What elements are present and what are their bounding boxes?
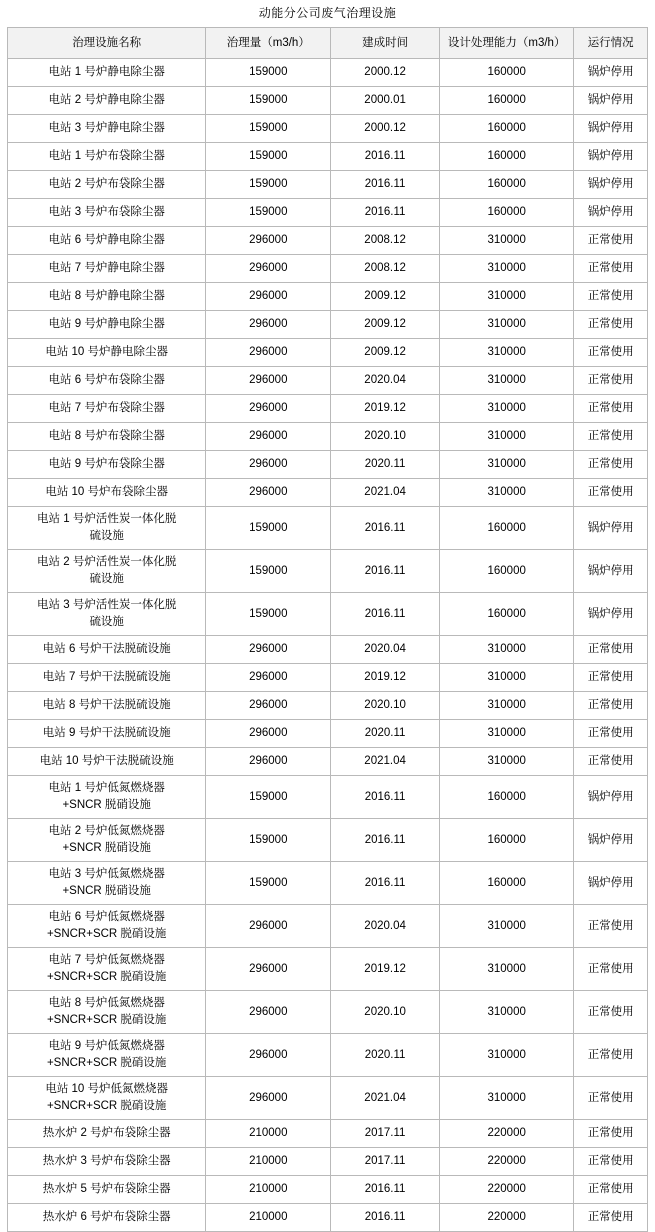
cell-treatment-amount: 210000 [206,1176,331,1204]
cell-facility-name: 电站 2 号炉活性炭一体化脱 硫设施 [8,550,206,593]
cell-operation-status: 正常使用 [574,311,648,339]
cell-treatment-amount: 296000 [206,720,331,748]
table-row [8,423,648,451]
table-row [8,479,648,507]
cell-facility-name: 电站 7 号炉静电除尘器 [8,255,206,283]
table-row [8,451,648,479]
table-row [8,59,648,87]
table-row [8,115,648,143]
table-body [8,59,648,1232]
cell-facility-name: 电站 6 号炉静电除尘器 [8,227,206,255]
cell-facility-name: 热水炉 2 号炉布袋除尘器 [8,1120,206,1148]
cell-completion-date: 2009.12 [331,339,440,367]
table-row [8,776,648,819]
cell-completion-date: 2008.12 [331,227,440,255]
table-row [8,862,648,905]
cell-treatment-amount: 159000 [206,59,331,87]
page-title: 动能分公司废气治理设施 [258,6,397,20]
cell-operation-status: 正常使用 [574,1204,648,1232]
cell-design-capacity: 310000 [439,423,573,451]
cell-completion-date: 2019.12 [331,948,440,991]
table-row [8,395,648,423]
cell-design-capacity: 310000 [439,367,573,395]
cell-design-capacity: 160000 [439,87,573,115]
cell-design-capacity: 220000 [439,1204,573,1232]
cell-facility-name: 电站 1 号炉活性炭一体化脱 硫设施 [8,507,206,550]
table-row [8,339,648,367]
cell-operation-status: 正常使用 [574,905,648,948]
cell-operation-status: 正常使用 [574,255,648,283]
cell-treatment-amount: 296000 [206,367,331,395]
cell-design-capacity: 310000 [439,991,573,1034]
cell-facility-name: 电站 1 号炉布袋除尘器 [8,143,206,171]
cell-design-capacity: 160000 [439,593,573,636]
table-row [8,255,648,283]
cell-completion-date: 2000.01 [331,87,440,115]
cell-design-capacity: 310000 [439,720,573,748]
cell-treatment-amount: 296000 [206,311,331,339]
waste-gas-treatment-facilities-table [7,27,648,1232]
table-row [8,636,648,664]
cell-design-capacity: 310000 [439,479,573,507]
cell-facility-name: 电站 10 号炉低氮燃烧器 +SNCR+SCR 脱硝设施 [8,1077,206,1120]
cell-operation-status: 锅炉停用 [574,550,648,593]
column-header-facility-name: 治理设施名称 [8,28,206,59]
cell-facility-name: 电站 9 号炉干法脱硫设施 [8,720,206,748]
cell-design-capacity: 160000 [439,171,573,199]
cell-facility-name: 电站 8 号炉低氮燃烧器 +SNCR+SCR 脱硝设施 [8,991,206,1034]
cell-design-capacity: 310000 [439,748,573,776]
cell-treatment-amount: 296000 [206,748,331,776]
cell-completion-date: 2016.11 [331,507,440,550]
cell-completion-date: 2020.04 [331,905,440,948]
table-row [8,692,648,720]
cell-operation-status: 锅炉停用 [574,59,648,87]
cell-design-capacity: 220000 [439,1120,573,1148]
cell-completion-date: 2021.04 [331,748,440,776]
cell-operation-status: 锅炉停用 [574,776,648,819]
table-header-row [8,28,648,59]
table-row [8,171,648,199]
cell-design-capacity: 310000 [439,395,573,423]
cell-facility-name: 电站 3 号炉低氮燃烧器 +SNCR 脱硝设施 [8,862,206,905]
cell-completion-date: 2016.11 [331,776,440,819]
cell-facility-name: 电站 6 号炉干法脱硫设施 [8,636,206,664]
table-header [8,28,648,59]
cell-completion-date: 2009.12 [331,311,440,339]
cell-completion-date: 2016.11 [331,550,440,593]
cell-treatment-amount: 210000 [206,1120,331,1148]
column-header-treatment-amount: 治理量（m3/h） [206,28,331,59]
cell-completion-date: 2000.12 [331,59,440,87]
table-row [8,199,648,227]
column-header-completion-date: 建成时间 [331,28,440,59]
cell-design-capacity: 310000 [439,311,573,339]
cell-treatment-amount: 159000 [206,115,331,143]
cell-operation-status: 锅炉停用 [574,862,648,905]
table-row [8,593,648,636]
cell-operation-status: 正常使用 [574,283,648,311]
cell-completion-date: 2019.12 [331,664,440,692]
cell-completion-date: 2016.11 [331,199,440,227]
cell-facility-name: 热水炉 6 号炉布袋除尘器 [8,1204,206,1232]
cell-treatment-amount: 296000 [206,1077,331,1120]
cell-facility-name: 电站 6 号炉布袋除尘器 [8,367,206,395]
cell-design-capacity: 160000 [439,507,573,550]
cell-design-capacity: 160000 [439,862,573,905]
cell-treatment-amount: 296000 [206,283,331,311]
cell-completion-date: 2020.11 [331,720,440,748]
table-row [8,1120,648,1148]
cell-design-capacity: 310000 [439,692,573,720]
cell-treatment-amount: 296000 [206,664,331,692]
cell-operation-status: 正常使用 [574,423,648,451]
cell-treatment-amount: 296000 [206,692,331,720]
cell-treatment-amount: 296000 [206,451,331,479]
table-row [8,227,648,255]
cell-treatment-amount: 296000 [206,227,331,255]
cell-facility-name: 电站 7 号炉布袋除尘器 [8,395,206,423]
cell-completion-date: 2016.11 [331,862,440,905]
cell-treatment-amount: 296000 [206,636,331,664]
cell-operation-status: 正常使用 [574,339,648,367]
cell-design-capacity: 160000 [439,143,573,171]
cell-treatment-amount: 159000 [206,143,331,171]
cell-treatment-amount: 296000 [206,339,331,367]
table-row [8,664,648,692]
cell-treatment-amount: 296000 [206,948,331,991]
cell-operation-status: 正常使用 [574,451,648,479]
cell-treatment-amount: 210000 [206,1148,331,1176]
cell-operation-status: 锅炉停用 [574,507,648,550]
table-row [8,1176,648,1204]
cell-completion-date: 2008.12 [331,255,440,283]
cell-treatment-amount: 210000 [206,1204,331,1232]
cell-completion-date: 2016.11 [331,819,440,862]
cell-completion-date: 2020.11 [331,1034,440,1077]
cell-treatment-amount: 159000 [206,862,331,905]
cell-operation-status: 正常使用 [574,948,648,991]
cell-completion-date: 2016.11 [331,1204,440,1232]
cell-facility-name: 电站 8 号炉干法脱硫设施 [8,692,206,720]
table-row [8,507,648,550]
cell-facility-name: 电站 9 号炉静电除尘器 [8,311,206,339]
cell-operation-status: 锅炉停用 [574,143,648,171]
cell-treatment-amount: 296000 [206,479,331,507]
cell-facility-name: 电站 3 号炉布袋除尘器 [8,199,206,227]
cell-design-capacity: 310000 [439,1077,573,1120]
table-row [8,948,648,991]
cell-facility-name: 电站 7 号炉低氮燃烧器 +SNCR+SCR 脱硝设施 [8,948,206,991]
cell-design-capacity: 160000 [439,819,573,862]
cell-facility-name: 电站 6 号炉低氮燃烧器 +SNCR+SCR 脱硝设施 [8,905,206,948]
table-row [8,1148,648,1176]
cell-facility-name: 电站 2 号炉静电除尘器 [8,87,206,115]
cell-operation-status: 正常使用 [574,720,648,748]
cell-design-capacity: 160000 [439,59,573,87]
cell-facility-name: 电站 1 号炉低氮燃烧器 +SNCR 脱硝设施 [8,776,206,819]
cell-completion-date: 2019.12 [331,395,440,423]
table-row [8,1204,648,1232]
cell-design-capacity: 220000 [439,1148,573,1176]
cell-treatment-amount: 159000 [206,550,331,593]
cell-facility-name: 热水炉 3 号炉布袋除尘器 [8,1148,206,1176]
cell-completion-date: 2021.04 [331,1077,440,1120]
cell-treatment-amount: 296000 [206,395,331,423]
cell-operation-status: 正常使用 [574,748,648,776]
table-row [8,143,648,171]
cell-design-capacity: 310000 [439,339,573,367]
cell-facility-name: 电站 10 号炉干法脱硫设施 [8,748,206,776]
cell-design-capacity: 310000 [439,283,573,311]
cell-facility-name: 电站 2 号炉低氮燃烧器 +SNCR 脱硝设施 [8,819,206,862]
cell-operation-status: 正常使用 [574,1148,648,1176]
cell-operation-status: 正常使用 [574,227,648,255]
cell-operation-status: 正常使用 [574,1034,648,1077]
cell-design-capacity: 310000 [439,451,573,479]
cell-treatment-amount: 296000 [206,255,331,283]
cell-completion-date: 2020.10 [331,423,440,451]
cell-operation-status: 正常使用 [574,395,648,423]
cell-design-capacity: 310000 [439,255,573,283]
cell-operation-status: 正常使用 [574,1077,648,1120]
cell-design-capacity: 160000 [439,776,573,819]
column-header-operation-status: 运行情况 [574,28,648,59]
cell-facility-name: 电站 1 号炉静电除尘器 [8,59,206,87]
cell-completion-date: 2020.11 [331,451,440,479]
cell-facility-name: 电站 2 号炉布袋除尘器 [8,171,206,199]
cell-treatment-amount: 296000 [206,991,331,1034]
cell-design-capacity: 310000 [439,227,573,255]
cell-completion-date: 2009.12 [331,283,440,311]
cell-completion-date: 2016.11 [331,593,440,636]
cell-treatment-amount: 159000 [206,507,331,550]
cell-design-capacity: 160000 [439,115,573,143]
cell-completion-date: 2017.11 [331,1120,440,1148]
cell-facility-name: 电站 7 号炉干法脱硫设施 [8,664,206,692]
cell-treatment-amount: 296000 [206,905,331,948]
cell-operation-status: 正常使用 [574,1120,648,1148]
cell-design-capacity: 220000 [439,1176,573,1204]
table-row [8,283,648,311]
cell-facility-name: 电站 3 号炉活性炭一体化脱 硫设施 [8,593,206,636]
cell-operation-status: 正常使用 [574,367,648,395]
cell-operation-status: 锅炉停用 [574,115,648,143]
cell-operation-status: 正常使用 [574,1176,648,1204]
table-row [8,720,648,748]
table-row [8,311,648,339]
table-row [8,367,648,395]
cell-operation-status: 锅炉停用 [574,199,648,227]
table-row [8,905,648,948]
cell-completion-date: 2020.04 [331,367,440,395]
table-row [8,1034,648,1077]
table-row [8,87,648,115]
cell-operation-status: 正常使用 [574,991,648,1034]
cell-completion-date: 2021.04 [331,479,440,507]
cell-operation-status: 正常使用 [574,664,648,692]
cell-facility-name: 电站 9 号炉低氮燃烧器 +SNCR+SCR 脱硝设施 [8,1034,206,1077]
table-row [8,991,648,1034]
cell-treatment-amount: 159000 [206,87,331,115]
cell-completion-date: 2000.12 [331,115,440,143]
cell-facility-name: 电站 9 号炉布袋除尘器 [8,451,206,479]
cell-completion-date: 2020.04 [331,636,440,664]
column-header-design-capacity: 设计处理能力（m3/h） [439,28,573,59]
cell-operation-status: 锅炉停用 [574,819,648,862]
cell-treatment-amount: 296000 [206,1034,331,1077]
cell-facility-name: 电站 3 号炉静电除尘器 [8,115,206,143]
cell-facility-name: 电站 8 号炉静电除尘器 [8,283,206,311]
cell-treatment-amount: 159000 [206,776,331,819]
cell-operation-status: 锅炉停用 [574,593,648,636]
cell-treatment-amount: 296000 [206,423,331,451]
cell-design-capacity: 310000 [439,664,573,692]
cell-operation-status: 正常使用 [574,636,648,664]
cell-completion-date: 2016.11 [331,171,440,199]
cell-design-capacity: 310000 [439,636,573,664]
cell-design-capacity: 310000 [439,948,573,991]
table-row [8,819,648,862]
cell-completion-date: 2017.11 [331,1148,440,1176]
cell-completion-date: 2016.11 [331,143,440,171]
table-row [8,1077,648,1120]
cell-treatment-amount: 159000 [206,199,331,227]
cell-facility-name: 电站 10 号炉布袋除尘器 [8,479,206,507]
cell-completion-date: 2020.10 [331,692,440,720]
cell-facility-name: 电站 10 号炉静电除尘器 [8,339,206,367]
cell-design-capacity: 310000 [439,1034,573,1077]
cell-treatment-amount: 159000 [206,593,331,636]
cell-design-capacity: 310000 [439,905,573,948]
cell-facility-name: 电站 8 号炉布袋除尘器 [8,423,206,451]
cell-completion-date: 2016.11 [331,1176,440,1204]
cell-completion-date: 2020.10 [331,991,440,1034]
cell-design-capacity: 160000 [439,199,573,227]
cell-operation-status: 正常使用 [574,479,648,507]
cell-operation-status: 正常使用 [574,692,648,720]
cell-operation-status: 锅炉停用 [574,171,648,199]
table-row [8,748,648,776]
table-row [8,550,648,593]
cell-operation-status: 锅炉停用 [574,87,648,115]
cell-design-capacity: 160000 [439,550,573,593]
cell-treatment-amount: 159000 [206,819,331,862]
cell-treatment-amount: 159000 [206,171,331,199]
cell-facility-name: 热水炉 5 号炉布袋除尘器 [8,1176,206,1204]
